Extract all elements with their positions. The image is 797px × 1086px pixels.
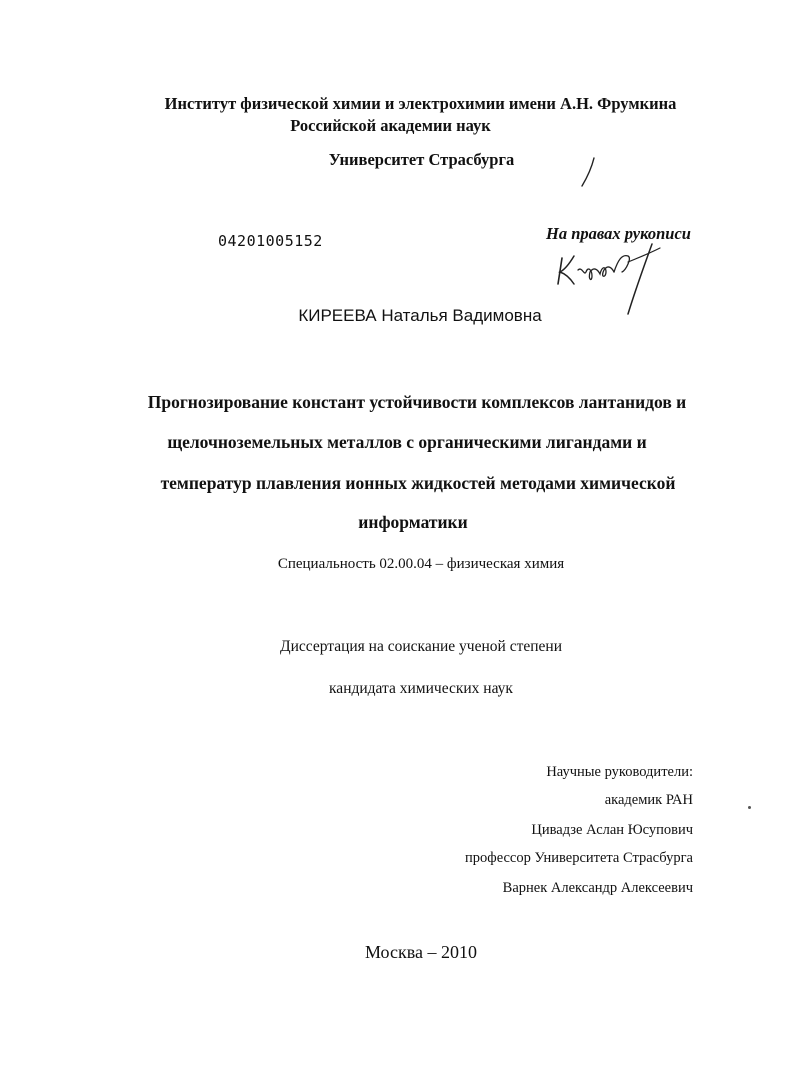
university-name: Университет Страсбурга xyxy=(328,150,515,169)
specialty: Специальность 02.00.04 – физическая химия xyxy=(277,556,565,572)
dissertation-degree-line1: Диссертация на соискание ученой степени xyxy=(280,638,562,655)
title-line-2: щелочноземельных металлов с органическими лигандами и xyxy=(167,432,647,452)
title-line-1: Прогнозирование констант устойчивости комплексов лантанидов и xyxy=(147,392,687,412)
city-year: Москва – 2010 xyxy=(365,942,477,962)
supervisors-heading: Научные руководители: xyxy=(546,764,693,780)
rights-notice: На правах рукописи xyxy=(546,224,691,243)
author-name: КИРЕЕВА Наталья Вадимовна xyxy=(298,306,542,325)
institute-name-line2: Российской академии наук xyxy=(290,116,491,135)
supervisor-line-1: академик РАН xyxy=(604,792,693,808)
supervisor-line-4: Варнек Александр Алексеевич xyxy=(502,880,693,896)
supervisor-line-2: Цивадзе Аслан Юсупович xyxy=(531,822,693,838)
pen-stroke-mark xyxy=(576,156,600,190)
registration-code: 04201005152 xyxy=(218,232,323,250)
title-line-3: температур плавления ионных жидкостей методами химической xyxy=(160,473,676,493)
title-line-4: информатики xyxy=(358,512,468,532)
scan-speck xyxy=(748,806,751,809)
institute-name-line1: Институт физической химии и электрохимии имени А.Н. Фрумкина xyxy=(164,94,677,113)
supervisor-line-3: профессор Университета Страсбурга xyxy=(465,850,693,866)
dissertation-degree-line2: кандидата химических наук xyxy=(329,680,513,697)
